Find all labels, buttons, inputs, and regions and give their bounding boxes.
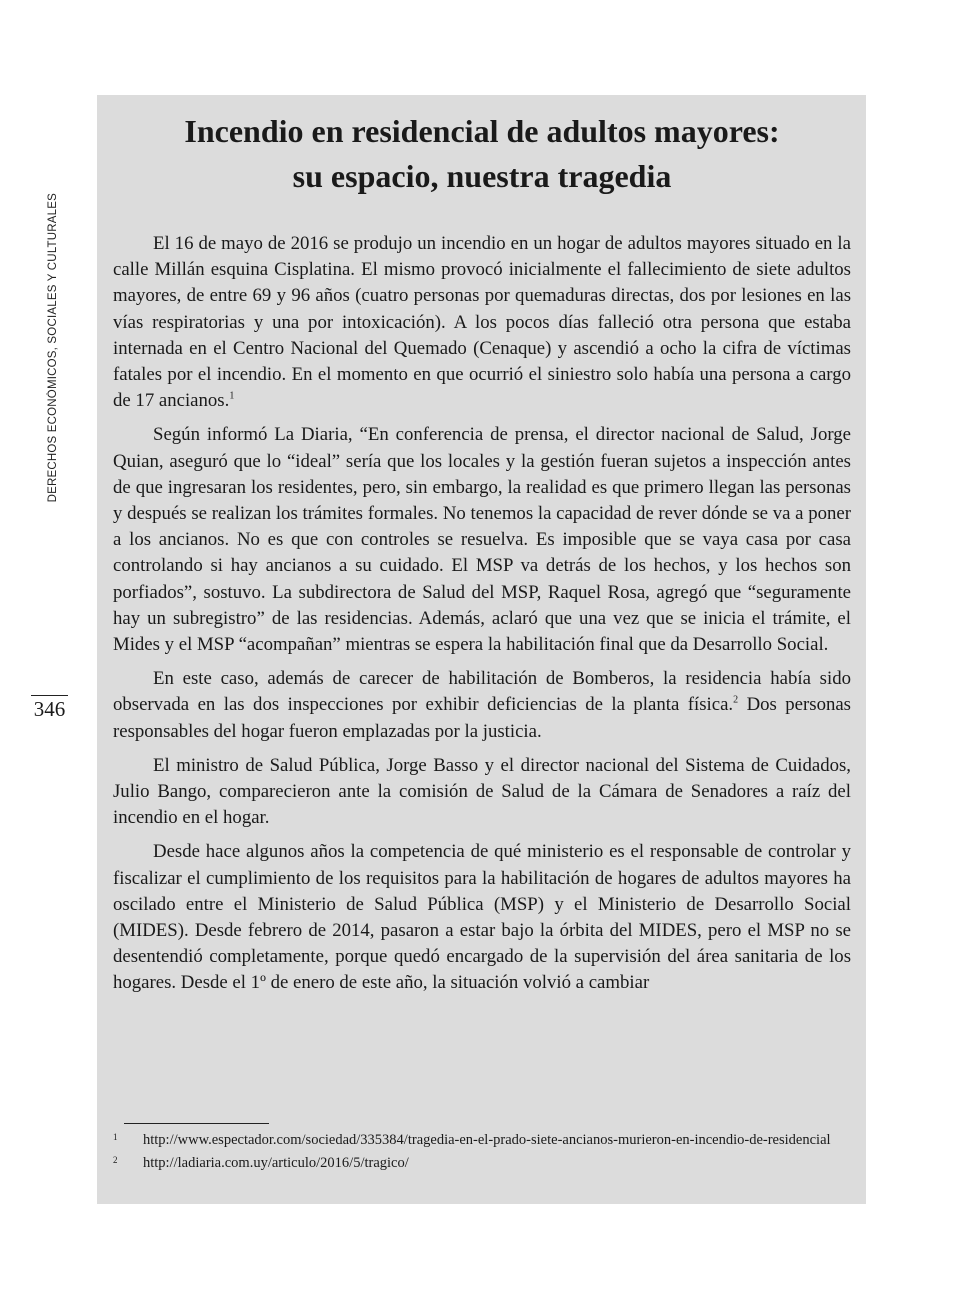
paragraph-2	[113, 422, 851, 658]
title-line-1: Incendio en residencial de adultos mayores:	[184, 113, 780, 149]
page-number-rule	[31, 695, 68, 696]
footnote-1	[113, 1130, 851, 1150]
paragraph-4	[113, 753, 851, 832]
paragraph-text-continued: Dos personas responsables del hogar fueron emplazadas por la justicia.	[113, 694, 851, 742]
paragraph-text: Desde hace algunos años la competencia de qué ministerio es el responsable de controlar y fiscalizar el cumplimiento de los requisitos para la habilitación de hogares de adultos mayores ha oscilado entre el Ministerio de Salud Pública (MSP) y el Ministerio de Desarrollo Social (MIDES). Desde febrero de 2014, pasaron a estar bajo la órbita del MIDES, pero el MSP no se desentendió completamente, porque quedó encargado de la supervisión del área sanitaria de los hogares. Desde el 1º de enero de este año, la situación volvió a cambiar	[113, 841, 851, 994]
footnote-number: 1	[113, 1132, 118, 1142]
paragraph-text: El ministro de Salud Pública, Jorge Basso y el director nacional del Sistema de Cuidados, Julio Bango, comparecieron ante la comisión de Salud de la Cámara de Senadores a raíz del incendio en el hogar.	[113, 754, 851, 829]
article-title	[113, 109, 851, 199]
footnotes	[113, 1130, 851, 1176]
paragraph-text: En este caso, además de carecer de habilitación de Bomberos, la residencia había sido observada en las dos inspecciones por exhibir deficiencias de la planta física.	[113, 668, 851, 716]
footnote-2	[113, 1153, 851, 1173]
article-box	[97, 95, 866, 1204]
title-line-2: su espacio, nuestra tragedia	[292, 158, 672, 194]
footnote-link[interactable]: http://ladiaria.com.uy/articulo/2016/5/tragico/	[143, 1155, 409, 1171]
footnote-ref-1: 1	[229, 390, 235, 402]
footnote-separator	[124, 1123, 269, 1124]
article-body	[113, 231, 851, 997]
footnote-ref-2: 2	[733, 695, 739, 707]
paragraph-5	[113, 839, 851, 996]
paragraph-1	[113, 231, 851, 414]
footnote-number: 2	[113, 1155, 118, 1165]
paragraph-text: Según informó La Diaria, “En conferencia de prensa, el director nacional de Salud, Jorge Quian, aseguró que lo “ideal” sería que los locales y la gestión fueran sujetos a inspección antes de que ingresaran los residentes, pero, sin embargo, la realidad es que primero llegan las personas y después se realizan los trámites formales. No tenemos la capacidad de rever dónde se va a poner a los ancianos. No es que con controles se resuelva. Es imposible que se vaya casa por casa controlando si hay ancianos a su cuidado. El MSP va detrás de los hechos, y los hechos son porfiados”, sostuvo. La subdirectora de Salud del MSP, Raquel Rosa, agregó que “seguramente hay un subregistro” de las residencias. Además, aclaró que una vez que se inicia el trámite, el Mides y el MSP “acompañan” mientras se espera la habilitación final que da Desarrollo Social.	[113, 424, 851, 656]
paragraph-text: El 16 de mayo de 2016 se produjo un incendio en un hogar de adultos mayores situado en la calle Millán esquina Cisplatina. El mismo provocó inicialmente el fallecimiento de siete adultos mayores, de entre 69 y 96 años (cuatro personas por quemaduras directas, dos por lesiones en las vías respiratorias y una por intoxicación). A los pocos días falleció otra persona que estaba internada en el Centro Nacional del Quemado (Cenaque) y ascendió a ocho la cifra de víctimas fatales por el incendio. En el momento en que ocurrió el siniestro solo había una persona a cargo de 17 ancianos.	[113, 233, 851, 412]
paragraph-3	[113, 666, 851, 745]
running-head: DERECHOS ECONÓMICOS, SOCIALES Y CULTURALES	[47, 193, 59, 503]
page-number: 346	[33, 697, 66, 721]
footnote-link[interactable]: http://www.espectador.com/sociedad/335384/tragedia-en-el-prado-siete-ancianos-murieron-en-incendio-de-residencial	[143, 1132, 831, 1148]
